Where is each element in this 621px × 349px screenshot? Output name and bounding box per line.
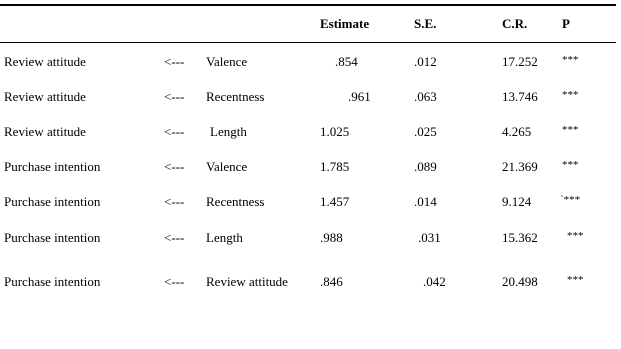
row-independent-variable: Length: [210, 124, 247, 139]
row-estimate: .988: [320, 230, 343, 245]
row-critical-ratio: 15.362: [502, 230, 538, 245]
header-se: S.E.: [414, 16, 437, 31]
row-path-arrow: <---: [164, 54, 185, 69]
row-estimate: 1.785: [320, 159, 350, 174]
row-path-arrow: <---: [164, 194, 185, 209]
row-estimate: .846: [320, 274, 343, 289]
row-standard-error: .031: [418, 230, 441, 245]
row-dependent-variable: Purchase intention: [4, 230, 101, 245]
table-top-rule: [0, 4, 616, 6]
row-critical-ratio: 13.746: [502, 89, 538, 104]
row-path-arrow: <---: [164, 124, 185, 139]
row-dependent-variable: Purchase intention: [4, 159, 101, 174]
row-critical-ratio: 17.252: [502, 54, 538, 69]
row-dependent-variable: Review attitude: [4, 89, 86, 104]
row-independent-variable: Length: [206, 230, 243, 245]
row-dependent-variable: Review attitude: [4, 124, 86, 139]
header-cr: C.R.: [502, 16, 528, 31]
row-estimate: .961: [348, 89, 371, 104]
row-standard-error: .014: [414, 194, 437, 209]
row-p-value: ***: [562, 54, 579, 66]
row-standard-error: .025: [414, 124, 437, 139]
row-estimate: 1.025: [320, 124, 350, 139]
row-independent-variable: Review attitude: [206, 274, 288, 289]
row-p-value: `***: [560, 194, 581, 206]
row-p-value: ***: [562, 124, 579, 136]
row-standard-error: .089: [414, 159, 437, 174]
header-p: P: [562, 16, 570, 31]
header-estimate: Estimate: [320, 16, 370, 31]
row-dependent-variable: Purchase intention: [4, 194, 101, 209]
row-independent-variable: Recentness: [206, 89, 265, 104]
row-independent-variable: Valence: [206, 54, 248, 69]
row-critical-ratio: 9.124: [502, 194, 532, 209]
row-path-arrow: <---: [164, 274, 185, 289]
row-p-value: ***: [562, 159, 579, 171]
row-standard-error: .063: [414, 89, 437, 104]
row-p-value: ***: [567, 274, 584, 286]
row-independent-variable: Recentness: [206, 194, 265, 209]
row-path-arrow: <---: [164, 159, 185, 174]
row-dependent-variable: Purchase intention: [4, 274, 101, 289]
row-estimate: .854: [335, 54, 358, 69]
row-independent-variable: Valence: [206, 159, 248, 174]
row-critical-ratio: 20.498: [502, 274, 538, 289]
table-header-rule: [0, 42, 616, 43]
row-standard-error: .012: [414, 54, 437, 69]
row-p-value: ***: [562, 89, 579, 101]
row-path-arrow: <---: [164, 230, 185, 245]
row-p-value: ***: [567, 230, 584, 242]
row-standard-error: .042: [423, 274, 446, 289]
row-dependent-variable: Review attitude: [4, 54, 86, 69]
row-path-arrow: <---: [164, 89, 185, 104]
row-critical-ratio: 4.265: [502, 124, 532, 139]
row-estimate: 1.457: [320, 194, 350, 209]
row-critical-ratio: 21.369: [502, 159, 538, 174]
